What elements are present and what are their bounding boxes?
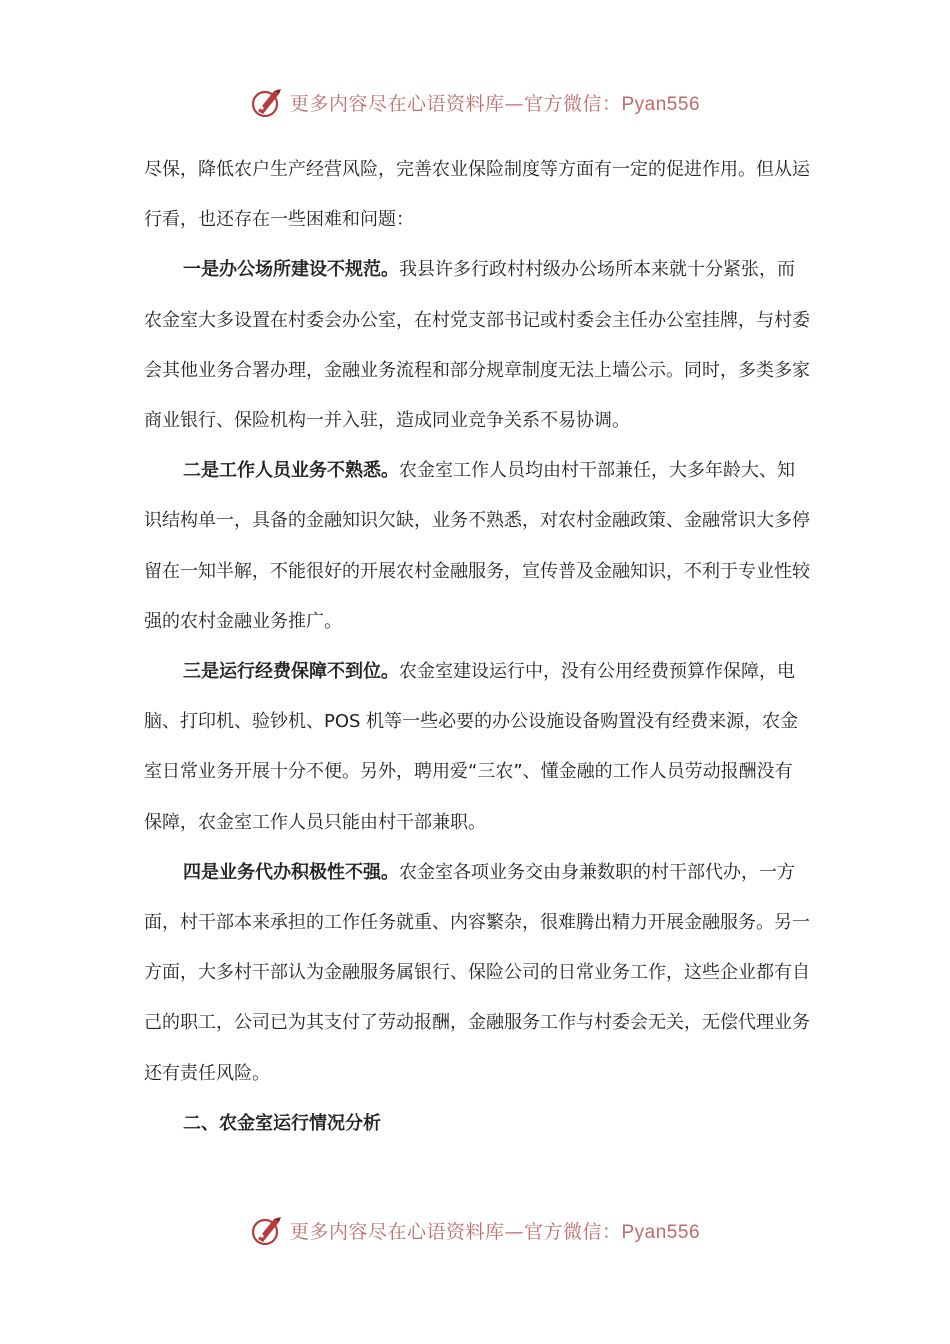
footer-banner <box>0 1210 950 1250</box>
header-banner <box>0 82 950 122</box>
issue-heading: 二是工作人员业务不熟悉。 <box>183 460 399 482</box>
paragraph-issue-1: 一是办公场所建设不规范。我县许多行政村村级办公场所本来就十分紧张，而农金室大多设置在村委会办公室，在村党支部书记或村委会主任办公室挂牌，与村委会其他业务合署办理，金融业务流程和部分规章制度无法上墙公示。同时，多类多家商业银行、保险机构一并入驻，造成同业竞争关系不易协调。 <box>144 259 810 432</box>
banner-handle: Pyan556 <box>621 93 701 115</box>
pen-nib-logo-icon <box>250 1213 284 1247</box>
issue-heading: 三是运行经费保障不到位。 <box>183 661 399 683</box>
issue-heading: 一是办公场所建设不规范。 <box>183 259 399 281</box>
section-heading: 二、农金室运行情况分析 <box>183 1112 381 1134</box>
paragraph-issue-2: 二是工作人员业务不熟悉。农金室工作人员均由村干部兼任，大多年龄大、知识结构单一，具备的金融知识欠缺，业务不熟悉，对农村金融政策、金融常识大多停留在一知半解，不能很好的开展农村金融服务，宣传普及金融知识，不利于专业性较强的农村金融业务推广。 <box>144 460 810 632</box>
paragraph-issue-4: 四是业务代办积极性不强。农金室各项业务交由身兼数职的村干部代办，一方面，村干部本来承担的工作任务就重、内容繁杂，很难腾出精力开展金融服务。另一方面，大多村干部认为金融服务属银行、保险公司的日常业务工作，这些企业都有自己的职工，公司已为其支付了劳动报酬，金融服务工作与村委会无关，无偿代理业务还有责任风险。 <box>144 861 810 1084</box>
document-body <box>144 145 810 1149</box>
pen-nib-logo-icon <box>250 85 284 119</box>
banner-handle: Pyan556 <box>621 1221 701 1243</box>
banner-text: 更多内容尽在心语资料库—官方微信：Pyan556 <box>289 1220 701 1243</box>
paragraph-intro: 尽保，降低农户生产经营风险，完善农业保险制度等方面有一定的促进作用。但从运行看，也还存在一些困难和问题： <box>144 159 810 231</box>
issue-heading: 四是业务代办积极性不强。 <box>183 861 399 883</box>
paragraph-issue-3: 三是运行经费保障不到位。农金室建设运行中，没有公用经费预算作保障，电脑、打印机、验钞机、POS 机等一些必要的办公设施设备购置没有经费来源，农金室日常业务开展十分不便。另外，聘用爱“三农”、懂金融的工作人员劳动报酬没有保障，农金室工作人员只能由村干部兼职。 <box>144 661 799 833</box>
banner-text: 更多内容尽在心语资料库—官方微信：Pyan556 <box>289 92 701 115</box>
